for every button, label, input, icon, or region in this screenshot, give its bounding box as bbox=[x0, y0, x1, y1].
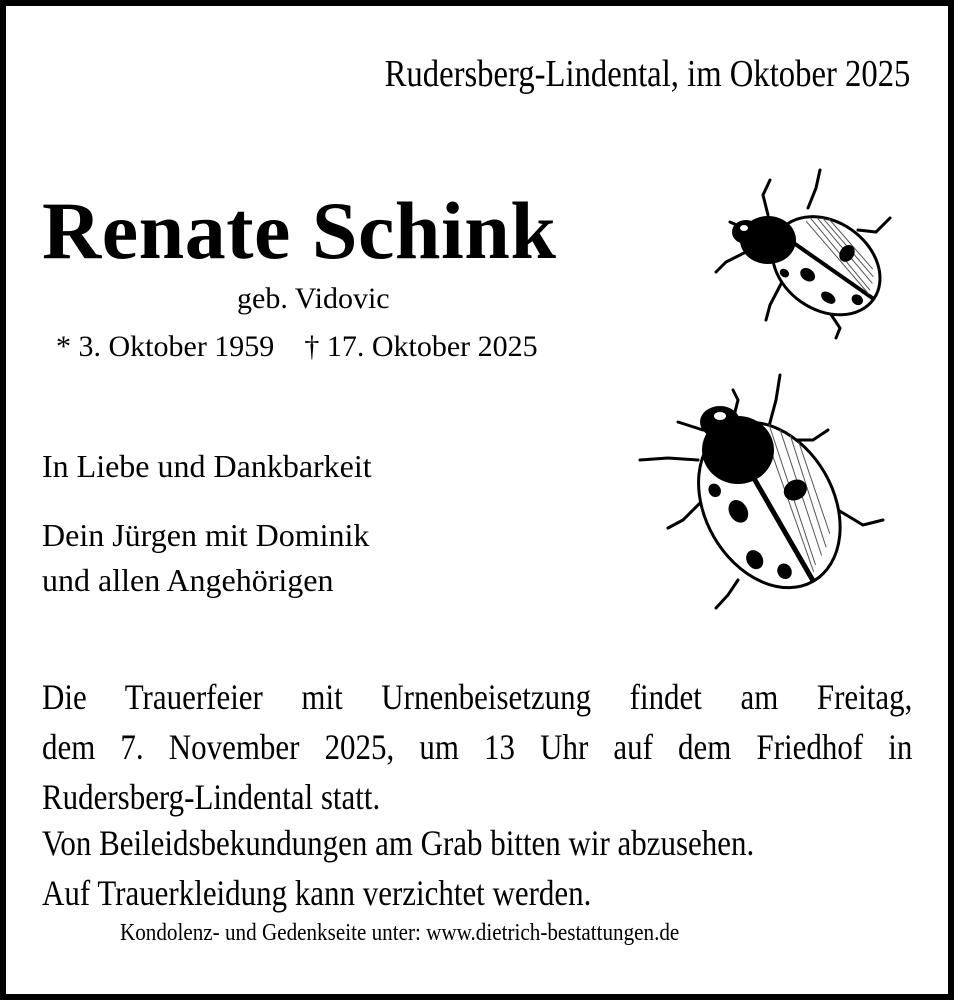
mourners bbox=[42, 513, 369, 603]
service-line: dem 7. November 2025, um 13 Uhr auf dem Friedhof in bbox=[42, 727, 913, 767]
mourners-line: und allen Angehörigen bbox=[42, 562, 334, 598]
request-line: Auf Trauerkleidung kann verzichtet werden. bbox=[42, 873, 592, 913]
service-info bbox=[42, 672, 912, 822]
condolence-footer: Kondolenz- und Gedenkseite unter: www.dietrich-bestattungen.de bbox=[120, 920, 680, 946]
birth-date: * 3. Oktober 1959 bbox=[56, 330, 275, 363]
deceased-name: Renate Schink bbox=[42, 185, 557, 276]
mourners-line: Dein Jürgen mit Dominik bbox=[42, 517, 370, 553]
request-line: Von Beileidsbekundungen am Grab bitten wir abzusehen. bbox=[42, 823, 755, 863]
life-dates bbox=[56, 330, 538, 364]
ladybug-icon bbox=[708, 160, 898, 340]
service-line: Die Trauerfeier mit Urnenbeisetzung findet am Freitag, bbox=[42, 677, 913, 717]
death-date: † 17. Oktober 2025 bbox=[304, 330, 538, 363]
dedication: In Liebe und Dankbarkeit bbox=[42, 448, 372, 484]
place-date: Rudersberg-Lindental, im Oktober 2025 bbox=[384, 53, 910, 95]
maiden-name: geb. Vidovic bbox=[237, 282, 390, 315]
ladybug-icon bbox=[628, 360, 888, 610]
requests bbox=[42, 818, 870, 918]
service-line: Rudersberg-Lindental statt. bbox=[42, 777, 381, 817]
